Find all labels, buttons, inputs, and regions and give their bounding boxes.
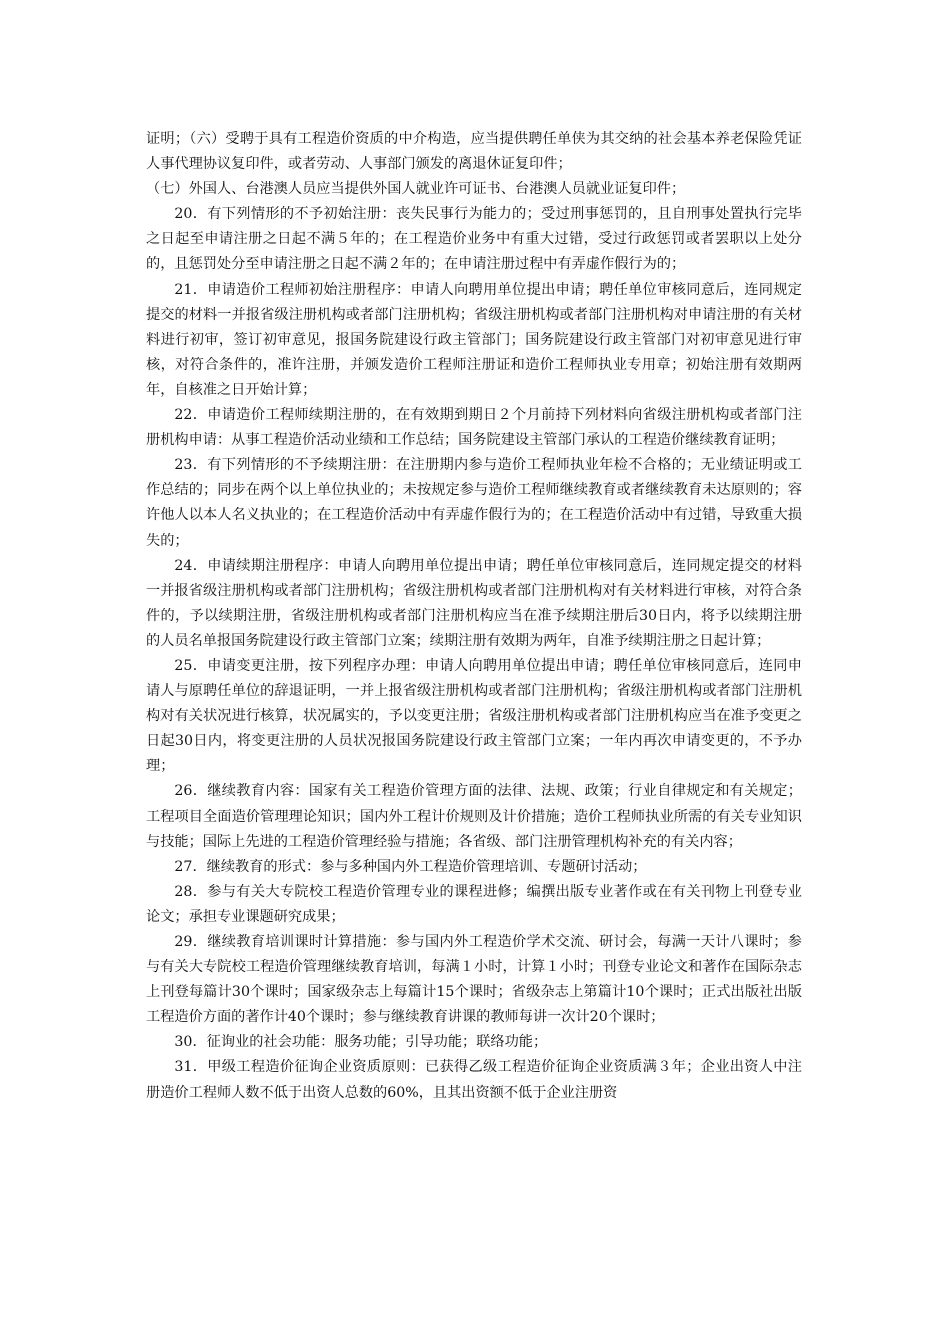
paragraph-24: 24．申请续期注册程序：申请人向聘用单位提出申请；聘任单位审核同意后，连同规定提交的材料一并报省级注册机构或者部门注册机构；省级注册机构或者部门注册机构对有关材料进行审核，对符合条件的，予以续期注册，省级注册机构或者部门注册机构应当在准予续期注册后30日内，将予以续期注册的人员名单报国务院建设行政主管部门立案；续期注册有效期为两年，自准予续期注册之日起计算； [146, 557, 802, 649]
paragraph-21: 21．申请造价工程师初始注册程序：申请人向聘用单位提出申请；聘任单位审核同意后，连同规定提交的材料一并报省级注册机构或者部门注册机构；省级注册机构或者部门注册机构对申请注册的有关材料进行初审，签订初审意见，报国务院建设行政主管部门；国务院建设行政主管部门对初审意见进行审核，对符合条件的，准许注册，并颁发造价工程师注册证和造价工程师执业专用章；初始注册有效期两年，自核准之日开始计算； [146, 281, 802, 398]
paragraph-28: 28．参与有关大专院校工程造价管理专业的课程进修；编撰出版专业著作或在有关刊物上刊登专业论文；承担专业课题研究成果； [146, 883, 802, 925]
paragraph-29: 29．继续教育培训课时计算措施：参与国内外工程造价学术交流、研讨会，每满一天计八课时；参与有关大专院校工程造价管理继续教育培训，每满１小时，计算１小时；刊登专业论文和著作在国际杂志上刊登每篇计30个课时；国家级杂志上每篇计15个课时；省级杂志上第篇计10个课时；正式出版社出版工程造价方面的著作计40个课时；参与继续教育讲课的教师每讲一次计20个课时； [146, 934, 802, 1026]
paragraph-31: 31．甲级工程造价征询企业资质原则：已获得乙级工程造价征询企业资质满３年；企业出资人中注册造价工程师人数不低于出资人总数的60%，且其出资额不低于企业注册资 [146, 1059, 802, 1101]
paragraph-22: 22．申请造价工程师续期注册的，在有效期到期日２个月前持下列材料向省级注册机构或者部门注册机构申请：从事工程造价活动业绩和工作总结；国务院建设主管部门承认的工程造价继续教育证明； [146, 407, 802, 449]
document-page [146, 127, 802, 1106]
paragraph-26: 26．继续教育内容：国家有关工程造价管理方面的法律、法规、政策；行业自律规定和有关规定；工程项目全面造价管理理论知识；国内外工程计价规则及计价措施；造价工程师执业所需的有关专业知识与技能；国际上先进的工程造价管理经验与措施；各省级、部门注册管理机构补充的有关内容； [146, 783, 802, 850]
paragraph-continuation: 证明；（六）受聘于具有工程造价资质的中介构造，应当提供聘任单侠为其交纳的社会基本养老保险凭证人事代理协议复印件，或者劳动、人事部门颁发的离退休证复印件； [146, 131, 802, 173]
paragraph-25: 25．申请变更注册，按下列程序办理：申请人向聘用单位提出申请；聘任单位审核同意后，连同申请人与原聘任单位的辞退证明，一并上报省级注册机构或者部门注册机构；省级注册机构或者部门注册机构对有关状况进行核算，状况属实的，予以变更注册；省级注册机构或者部门注册机构应当在准予变更之日起30日内，将变更注册的人员状况报国务院建设行政主管部门立案；一年内再次申请变更的，不予办理； [146, 657, 802, 775]
paragraph-20: 20．有下列情形的不予初始注册：丧失民事行为能力的；受过刑事惩罚的，且自刑事处置执行完毕之日起至申请注册之日起不满５年的；在工程造价业务中有重大过错，受过行政惩罚或者罢职以上处分的，且惩罚处分至申请注册之日起不满２年的；在申请注册过程中有弄虚作假行为的； [146, 206, 802, 273]
paragraph-30: 30．征询业的社会功能：服务功能；引导功能；联络功能； [174, 1034, 548, 1051]
paragraph-item-7: （七）外国人、台港澳人员应当提供外国人就业许可证书、台港澳人员就业证复印件； [146, 181, 686, 198]
paragraph-27: 27．继续教育的形式：参与多种国内外工程造价管理培训、专题研讨活动； [174, 858, 647, 875]
paragraph-23: 23．有下列情形的不予续期注册：在注册期内参与造价工程师执业年检不合格的；无业绩证明或工作总结的；同步在两个以上单位执业的；未按规定参与造价工程师继续教育或者继续教育未达原则的；容许他人以本人名义执业的；在工程造价活动中有弄虚作假行为的；在工程造价活动中有过错，导致重大损失的； [146, 457, 802, 549]
